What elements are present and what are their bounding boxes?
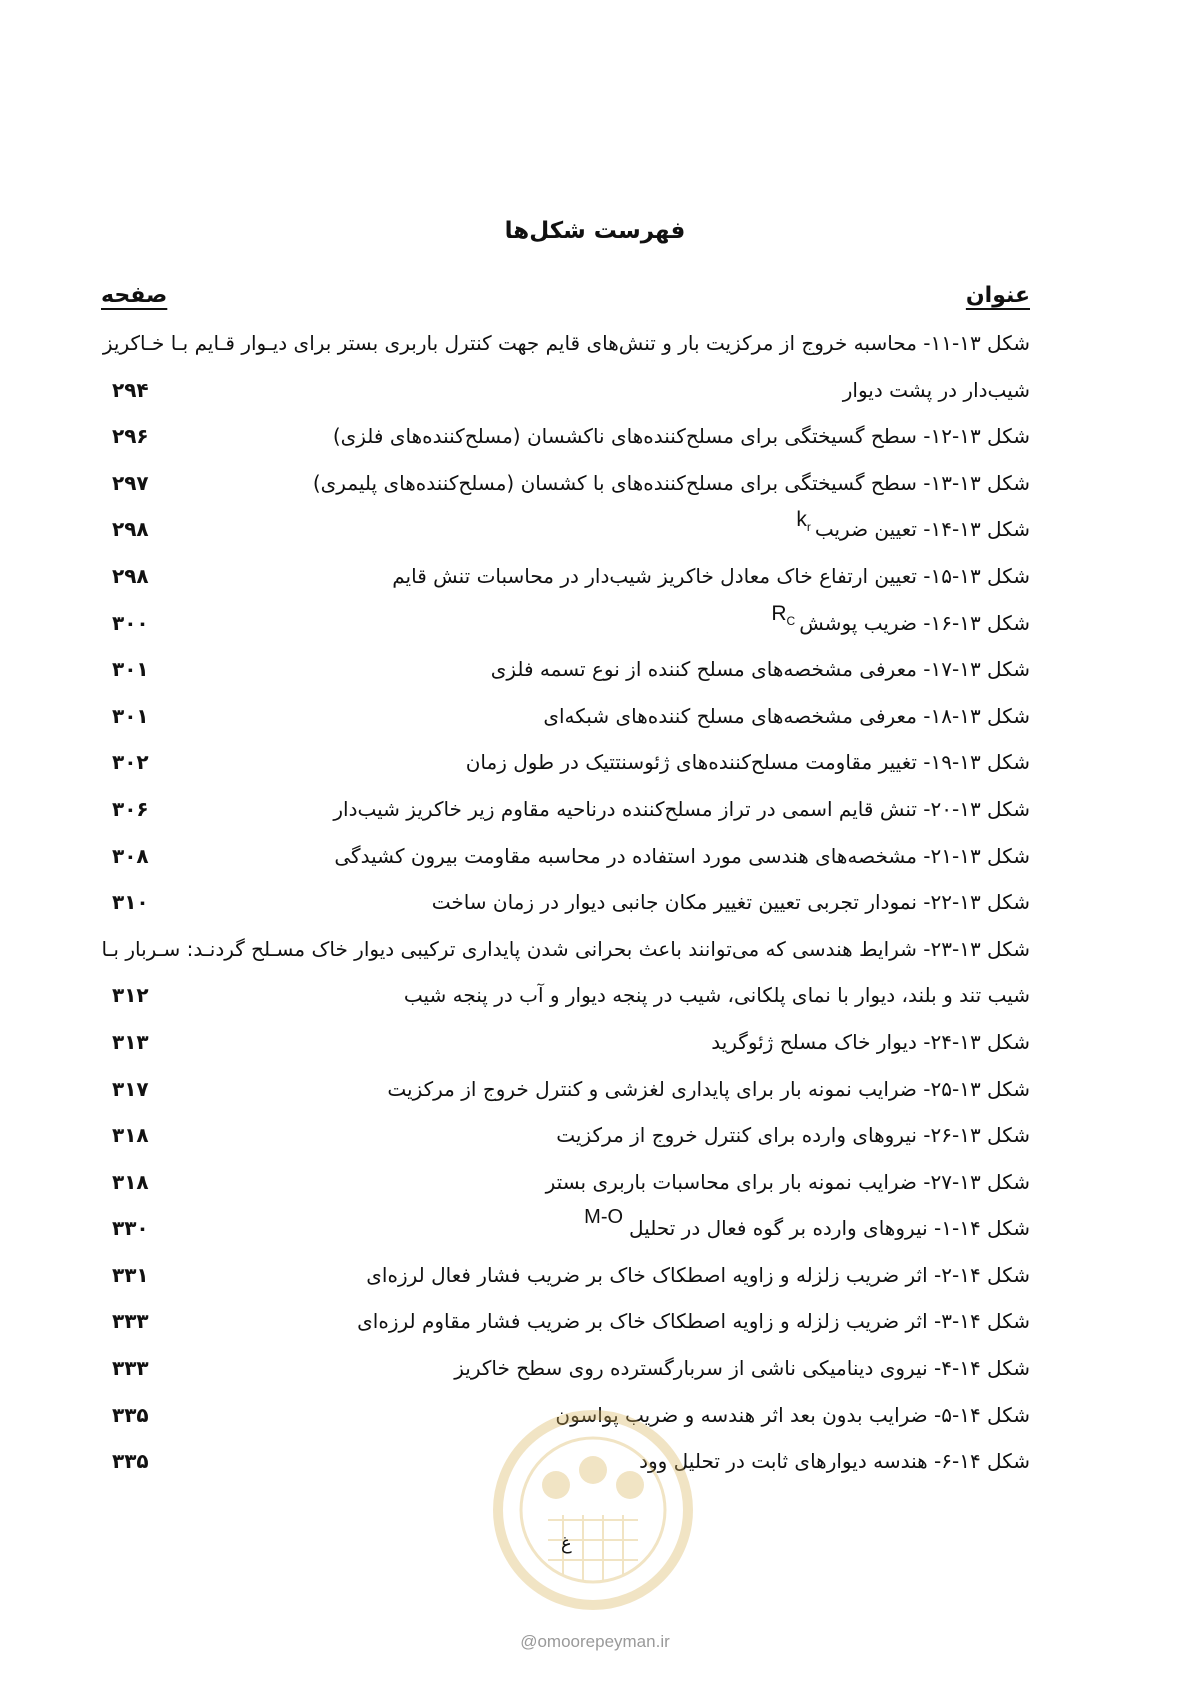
toc-entry xyxy=(100,1119,1030,1166)
toc-entry-page: ۲۹۷ xyxy=(112,470,149,495)
column-header-page: صفحه xyxy=(101,283,168,308)
toc-entry-page: ۳۰۲ xyxy=(112,750,149,775)
entry-text: شکل ۱۳-۲۰- تنش قایم اسمی در تراز مسلح‌کننده درناحیه مقاوم زیر خاکریز شیب‌دار xyxy=(333,796,1030,821)
entry-text: شیب‌دار در پشت دیوار xyxy=(842,377,1030,402)
toc-entry xyxy=(100,746,1030,793)
toc-entry-page: ۲۹۸ xyxy=(112,563,149,588)
toc-entry-page: ۳۰۶ xyxy=(112,796,149,821)
toc-entry-title xyxy=(546,1170,1030,1194)
toc-entry-title xyxy=(466,750,1030,774)
toc-entry-title xyxy=(387,1077,1030,1101)
toc-entry-page: ۳۳۱ xyxy=(112,1262,149,1287)
entry-text: شکل ۱۴-۴- نیروی دینامیکی ناشی از سربارگسترده روی سطح خاکریز xyxy=(454,1356,1030,1381)
toc-entry xyxy=(100,327,1030,374)
entry-text: شکل ۱۳-۲۳- شرایط هندسی که می‌توانند باعث بحرانی شدن پایداری ترکیبی دیوار خاک مسـلح گردنـد: سـربار بـا xyxy=(101,936,1030,961)
entry-text: شکل ۱۳-۱۷- معرفی مشخصه‌های مسلح کننده از نوع تسمه فلزی xyxy=(490,657,1030,682)
math-symbol-subscript: r xyxy=(806,520,811,535)
toc-entry xyxy=(100,700,1030,747)
entry-text: شکل ۱۴-۶- هندسه دیوارهای ثابت در تحلیل وود xyxy=(639,1449,1030,1474)
toc-entry xyxy=(100,979,1030,1026)
toc-entry xyxy=(100,1305,1030,1352)
toc-entry xyxy=(100,793,1030,840)
math-symbol-subscript: C xyxy=(786,613,796,628)
entry-text: شکل ۱۳-۲۲- نمودار تجربی تعیین تغییر مکان جانبی دیوار در زمان ساخت xyxy=(431,890,1030,915)
entry-text: شکل ۱۴-۱- نیروهای وارده بر گوه فعال در تحلیل xyxy=(629,1216,1030,1241)
toc-entry xyxy=(100,467,1030,514)
toc-entry xyxy=(100,886,1030,933)
toc-entry-page: ۳۱۸ xyxy=(112,1169,149,1194)
page-number: غ xyxy=(561,1533,572,1554)
toc-entry-title xyxy=(584,1206,1030,1241)
toc-entry xyxy=(100,1073,1030,1120)
math-symbol xyxy=(796,508,811,535)
entry-text: شکل ۱۳-۱۹- تغییر مقاومت مسلح‌کننده‌های ژئوسنتتیک در طول زمان xyxy=(465,750,1030,775)
toc-entry-title xyxy=(313,471,1030,495)
entry-text: شکل ۱۳-۱۴- تعیین ضریب xyxy=(814,517,1030,542)
toc-entry-page: ۳۳۵ xyxy=(112,1449,149,1474)
toc-entry-title xyxy=(334,844,1030,868)
toc-entry-page: ۳۰۰ xyxy=(112,610,149,635)
toc-entry xyxy=(100,933,1030,980)
toc-entry-title xyxy=(711,1030,1030,1054)
entry-text: شکل ۱۴-۵- ضرایب بدون بعد اثر هندسه و ضریب پواسون xyxy=(555,1402,1030,1427)
toc-entry-page: ۲۹۸ xyxy=(112,517,149,542)
toc-entry xyxy=(100,508,1030,560)
toc-entry-title xyxy=(100,937,1030,961)
toc-entry-page: ۳۱۷ xyxy=(112,1076,149,1101)
figure-list xyxy=(100,327,1030,1492)
toc-entry-title xyxy=(357,1309,1030,1333)
page-title: فهرست شکل‌ها xyxy=(504,218,686,244)
math-symbol-base: k xyxy=(796,508,807,532)
toc-entry xyxy=(100,653,1030,700)
toc-entry xyxy=(100,420,1030,467)
entry-text: شکل ۱۳-۲۵- ضرایب نمونه بار برای پایداری لغزشی و کنترل خروج از مرکزیت xyxy=(387,1076,1030,1101)
publisher-seal-watermark xyxy=(478,1390,708,1640)
column-header-title: عنوان xyxy=(965,283,1030,308)
toc-entry-page: ۳۰۱ xyxy=(112,657,149,682)
website-watermark: @omoorepeyman.ir xyxy=(520,1632,670,1651)
toc-entry-page: ۳۰۱ xyxy=(112,703,149,728)
toc-entry-title xyxy=(100,331,1030,355)
toc-entry-page: ۳۱۸ xyxy=(112,1123,149,1148)
entry-text: شکل ۱۳-۲۴- دیوار خاک مسلح ژئوگرید xyxy=(711,1029,1030,1054)
toc-entry xyxy=(100,601,1030,654)
toc-entry-title xyxy=(404,983,1030,1007)
math-symbol xyxy=(771,601,796,628)
toc-entry xyxy=(100,1026,1030,1073)
entry-text: شکل ۱۴-۲- اثر ضریب زلزله و زاویه اصطکاک خاک بر ضریب فشار فعال لرزه‌ای xyxy=(366,1262,1030,1287)
toc-entry-title xyxy=(333,797,1030,821)
math-symbol-base: R xyxy=(771,601,787,625)
toc-entry-title xyxy=(454,1356,1030,1380)
entry-text: شکل ۱۳-۱۳- سطح گسیختگی برای مسلح‌کننده‌های با کشسان (مسلح‌کننده‌های پلیمری) xyxy=(312,470,1030,495)
toc-entry-title xyxy=(543,704,1030,728)
entry-text: شکل ۱۳-۲۷- ضرایب نمونه بار برای محاسبات باربری بستر xyxy=(545,1169,1030,1194)
toc-entry xyxy=(100,840,1030,887)
toc-entry xyxy=(100,560,1030,607)
toc-entry-page: ۳۰۸ xyxy=(112,843,149,868)
toc-entry-page: ۳۳۳ xyxy=(112,1309,149,1334)
toc-entry-page: ۳۱۰ xyxy=(112,890,149,915)
method-label: M-O xyxy=(584,1206,624,1229)
entry-text: شکل ۱۳-۲۶- نیروهای وارده برای کنترل خروج از مرکزیت xyxy=(556,1123,1030,1148)
entry-text: شکل ۱۳-۲۱- مشخصه‌های هندسی مورد استفاده در محاسبه مقاومت بیرون کشیدگی xyxy=(334,843,1030,868)
toc-entry-title xyxy=(333,424,1030,448)
toc-entry-title xyxy=(432,890,1030,914)
toc-entry-title xyxy=(392,564,1030,588)
toc-entry-title xyxy=(556,1123,1030,1147)
toc-entry-page: ۳۳۰ xyxy=(112,1216,149,1241)
toc-entry-page: ۳۳۳ xyxy=(112,1356,149,1381)
toc-entry xyxy=(100,1259,1030,1306)
toc-entry-page: ۲۹۶ xyxy=(112,424,149,449)
toc-entry-title xyxy=(843,378,1030,402)
toc-entry-title xyxy=(792,508,1030,544)
toc-entry-page: ۳۱۳ xyxy=(112,1029,149,1054)
toc-entry-title xyxy=(366,1263,1030,1287)
toc-entry xyxy=(100,374,1030,421)
toc-entry-page: ۲۹۴ xyxy=(112,377,149,402)
entry-text: شکل ۱۳-۱۱- محاسبه خروج از مرکزیت بار و تنش‌های قایم جهت کنترل باربری بستر برای دیـوار قـایم بـا خـاکریز xyxy=(102,331,1030,355)
entry-text: شکل ۱۴-۳- اثر ضریب زلزله و زاویه اصطکاک خاک بر ضریب فشار مقاوم لرزه‌ای xyxy=(357,1309,1030,1334)
toc-entry xyxy=(100,1206,1030,1259)
toc-entry-page: ۳۳۵ xyxy=(112,1402,149,1427)
entry-text: شکل ۱۳-۱۸- معرفی مشخصه‌های مسلح کننده‌های شبکه‌ای xyxy=(543,703,1030,728)
toc-entry-page: ۳۱۲ xyxy=(112,983,149,1008)
toc-entry-title xyxy=(491,657,1030,681)
entry-text: شکل ۱۳-۱۵- تعیین ارتفاع خاک معادل خاکریز شیب‌دار در محاسبات تنش قایم xyxy=(392,563,1030,588)
entry-text: شکل ۱۳-۱۶- ضریب پوشش xyxy=(799,610,1030,635)
entry-text: شیب تند و بلند، دیوار با نمای پلکانی، شیب در پنجه دیوار و آب در پنجه شیب xyxy=(403,983,1030,1008)
toc-entry-title xyxy=(767,601,1030,638)
entry-text: شکل ۱۳-۱۲- سطح گسیختگی برای مسلح‌کننده‌های ناکشسان (مسلح‌کننده‌های فلزی) xyxy=(332,424,1030,449)
toc-entry xyxy=(100,1166,1030,1213)
